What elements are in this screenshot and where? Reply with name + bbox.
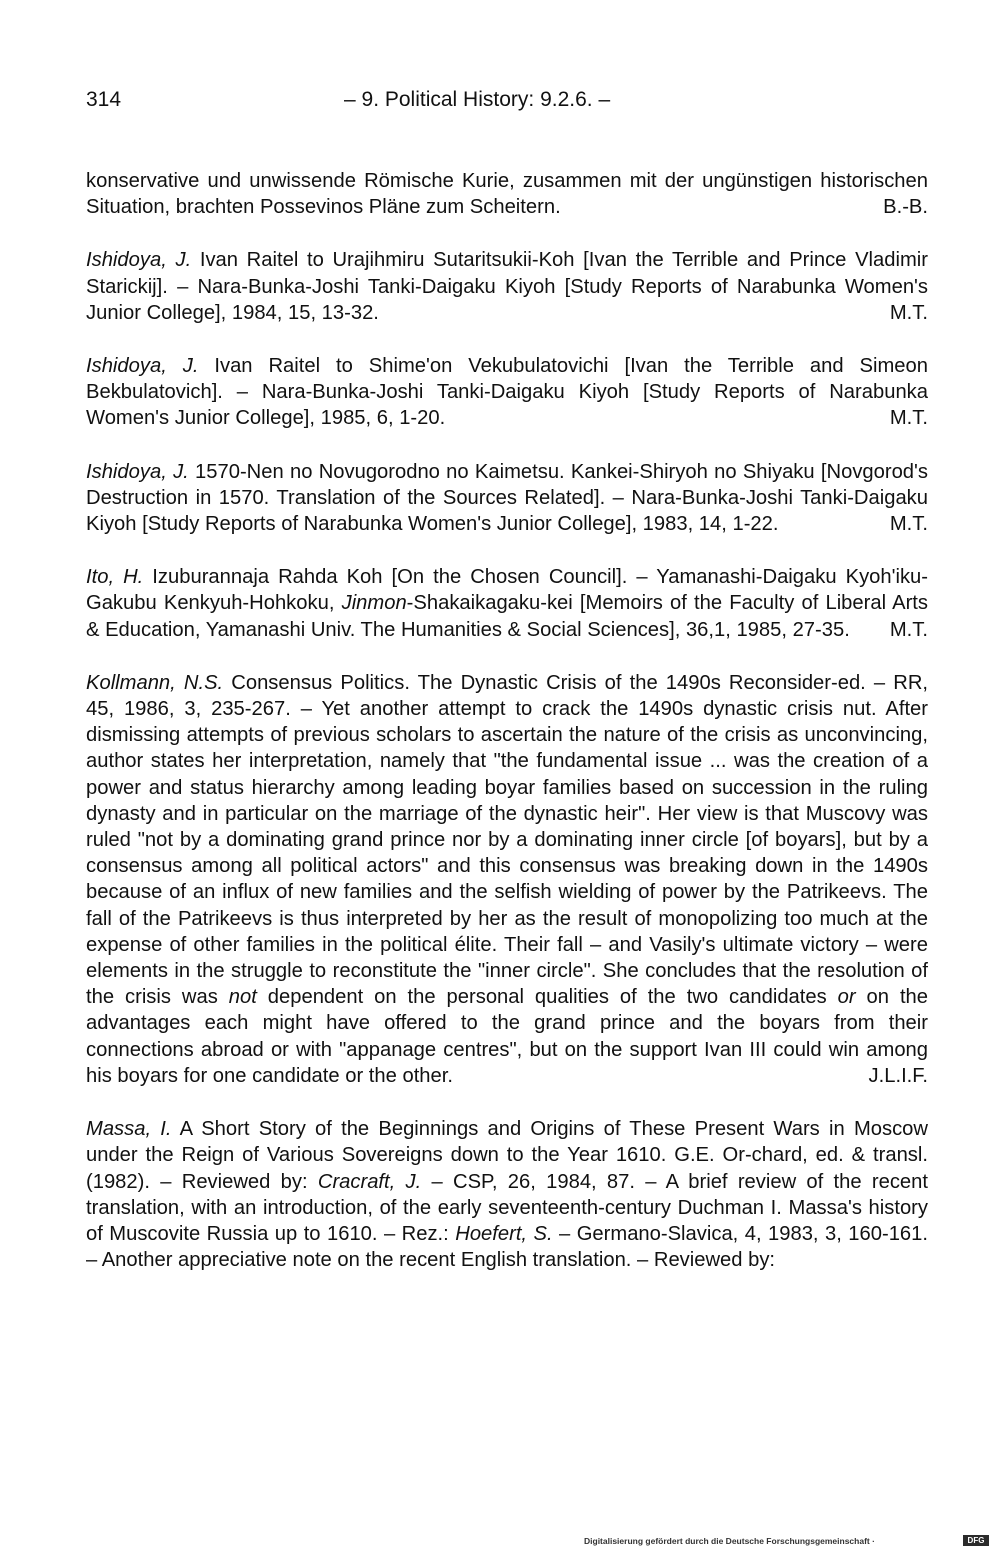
bibliography-entry-ishidoya-1 [86,247,928,326]
bibliography-content [86,168,928,1300]
entry-text: 1570-Nen no Novugorodno no Kaimetsu. Kankei-Shiryoh no Shiyaku [Novgorod's Destruction in 1570. Translation of the Sources Related]. – Nara-Bunka-Joshi Tanki-Daigaku Kiyoh [Study Reports of Narabunka Women's Junior College], 1983, 14, 1-22. [86,460,928,536]
bibliography-entry-ishidoya-3 [86,459,928,538]
bibliography-entry-ishidoya-2 [86,353,928,432]
running-head: – 9. Political History: 9.2.6. – [344,88,611,111]
entry-text: Ivan Raitel to Shime'on Vekubulatovichi [Ivan the Terrible and Simeon Bekbulatovich]. – Nara-Bunka-Joshi Tanki-Daigaku Kiyoh [Study Reports of Narabunka Women's Junior College], 1985, 6, 1-20. [86,355,928,430]
entry-author: Kollmann, N.S. [86,671,224,694]
entry-text: – CSP, 26, 1984, 87. – A brief review of the recent translation, with an introduction, of the early seventeenth-century Duchman I. Massa's history of Muscovite Russia up to 1610. – Rez.: [86,1170,928,1245]
entry-author: Ito, H. [86,566,144,589]
entry-text: Consensus Politics. The Dynastic Crisis of the 1490s Reconsider-ed. – RR, 45, 1986, 3, 235-267. – Yet another attempt to crack the 1490s dynastic crisis nut. After dismissing attempts of previous scholars to ascertain the nature of the crisis as unconvincing, author states her interpretation, namely that "the fundamental issue ... was the creation of a power and status hierarchy among leading boyar families based on succession in the ruling dynasty and in particular on the marriage of the dynastic heir". Her view is that Muscovy was ruled "not by a dominating grand prince nor by a dominating inner circle [of boyars], but by a consensus among all political actors" and this consensus was breaking down in the 1490s because of an influx of new families and the selfish wielding of power by the Patrikeevs. The fall of the Patrikeevs is thus interpreted by her as the result of monopolizing too much at the expense of other families in the political élite. Their fall – and Vasily's ultimate victory – were elements in the struggle to reconstitute the "inner circle". She concludes that the resolution of the crisis was [86,671,929,1009]
entry-author: Ishidoya, J. [86,460,189,483]
bibliography-entry-massa [86,1116,928,1273]
bibliography-entry-kollmann [86,670,928,1089]
entry-text: Ivan Raitel to Urajihmiru Sutaritsukii-Koh [Ivan the Terrible and Prince Vladimir Starickij]. – Nara-Bunka-Joshi Tanki-Daigaku Kiyoh [Study Reports of Narabunka Women's Junior College], 1984, 15, 13-32. [86,249,928,324]
entry-emphasis: or [837,986,856,1009]
entry-emphasis: Jinmon [341,592,407,615]
entry-text: konservative und unwissende Römische Kurie, zusammen mit der ungünstigen historischen Situation, brachten Possevinos Pläne zum Scheitern. [86,170,928,219]
bibliography-entry-ito [86,564,928,643]
entry-author: Massa, I. [86,1118,172,1141]
entry-emphasis: Hoefert, S. [455,1222,553,1245]
entry-emphasis: not [228,986,257,1009]
page-header [86,88,928,118]
entry-author: Ishidoya, J. [86,249,192,272]
entry-author: Ishidoya, J. [86,355,199,378]
entry-text: dependent on the personal qualities of the two candidates [256,986,838,1009]
reviewer-initials: M.T. [889,618,928,641]
dfg-logo: DFG [963,1535,989,1546]
entry-emphasis: Cracraft, J. [317,1170,422,1193]
reviewer-initials: B.-B. [883,196,928,219]
reviewer-initials: M.T. [889,407,928,430]
digitization-credit: Digitalisierung gefördert durch die Deutsche Forschungsgemeinschaft · [584,1536,875,1546]
entry-text: -Shakaikagaku-kei [Memoirs of the Faculty of Liberal Arts & Education, Yamanashi Univ. The Humanities & Social Sciences], 36,1, 1985, 27-35. [86,592,929,641]
entry-text: – Germano-Slavica, 4, 1983, 3, 160-161. – Another appreciative note on the recent English translation. – Reviewed by: [86,1222,928,1272]
continued-entry [86,168,928,220]
reviewer-initials: J.L.I.F. [868,1064,928,1087]
entry-text: on the advantages each might have offered to the grand prince and the boyars from their connections abroad or with "appanage centres", but on the support Ivan III could win among his boyars for one candidate or the other. [86,986,929,1087]
entry-text: Izuburannaja Rahda Koh [On the Chosen Council]. – Yamanashi-Daigaku Kyoh'iku-Gakubu Kenkyuh-Hohkoku, [86,566,928,615]
page-number: 314 [86,88,122,111]
entry-text: A Short Story of the Beginnings and Origins of These Present Wars in Moscow under the Reign of Various Sovereigns down to the Year 1610. G.E. Or-chard, ed. & transl. (1982). – Reviewed by: [86,1118,928,1193]
reviewer-initials: M.T. [889,513,928,536]
reviewer-initials: M.T. [889,301,928,324]
